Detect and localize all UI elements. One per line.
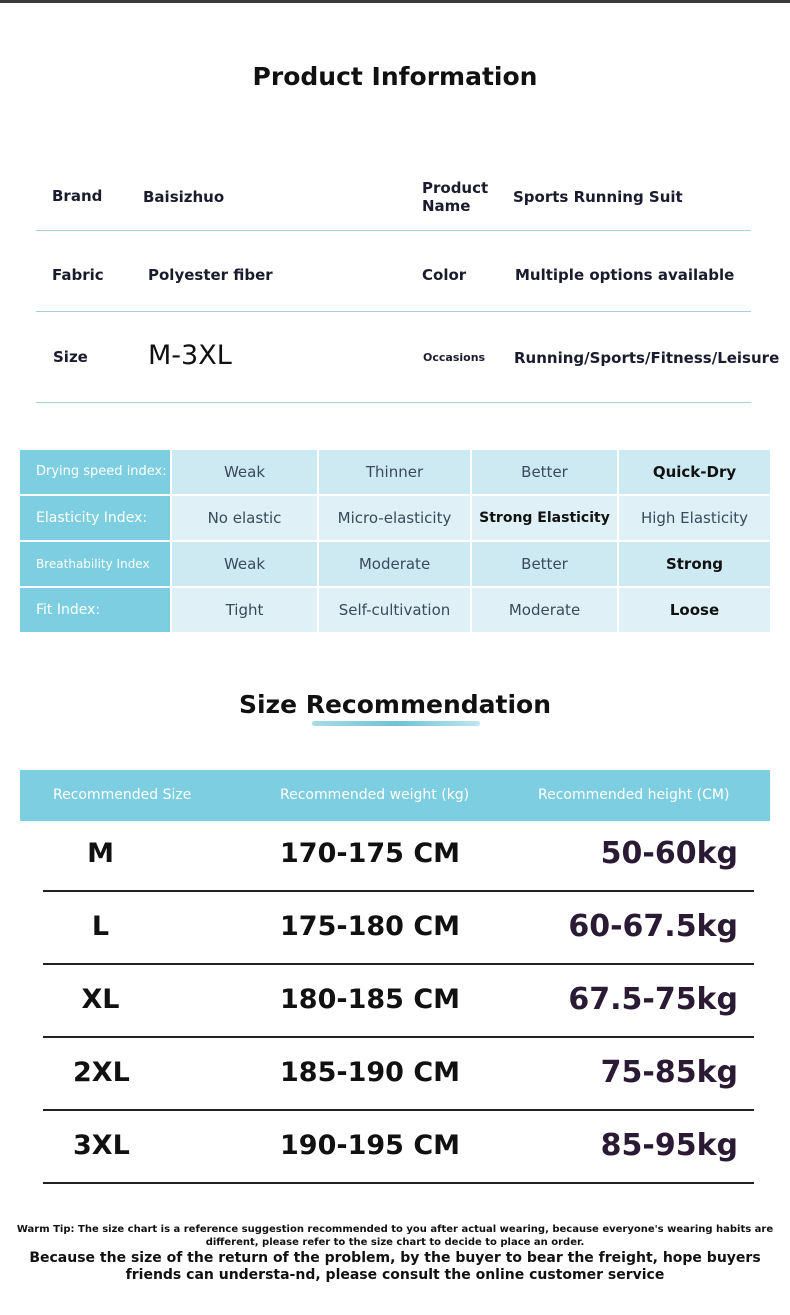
size-row bbox=[43, 817, 754, 892]
header-recommended-size: Recommended Size bbox=[53, 787, 192, 803]
occasions-label: Occasions bbox=[423, 351, 486, 364]
size-label: Size bbox=[53, 348, 88, 366]
size-cell: XL bbox=[81, 984, 120, 1015]
height-cell: 170-175 CM bbox=[280, 838, 461, 869]
index-row-elasticity bbox=[20, 496, 770, 540]
size-cell: L bbox=[91, 911, 110, 942]
index-cell: Moderate bbox=[319, 542, 470, 586]
index-cell: Better bbox=[472, 450, 617, 494]
index-cell: Self-cultivation bbox=[319, 588, 470, 632]
header-recommended-weight: Recommended weight (kg) bbox=[280, 787, 470, 803]
height-cell: 180-185 CM bbox=[280, 984, 461, 1015]
index-cell: Better bbox=[472, 542, 617, 586]
product-info-title: Product Information bbox=[252, 62, 538, 91]
weight-cell: 50-60kg bbox=[600, 836, 738, 871]
index-row-label: Drying speed index: bbox=[20, 450, 170, 494]
brand-value: Baisizhuo bbox=[143, 188, 225, 206]
size-row bbox=[43, 1036, 754, 1111]
height-cell: 185-190 CM bbox=[280, 1057, 461, 1088]
index-cell: Micro-elasticity bbox=[319, 496, 470, 540]
header-recommended-height: Recommended height (CM) bbox=[538, 787, 730, 803]
weight-cell: 85-95kg bbox=[600, 1128, 738, 1163]
size-recommendation-title: Size Recommendation bbox=[238, 690, 552, 719]
height-cell: 190-195 CM bbox=[280, 1130, 461, 1161]
size-table-header bbox=[20, 770, 770, 821]
index-row-drying bbox=[20, 450, 770, 494]
weight-cell: 60-67.5kg bbox=[568, 909, 738, 944]
index-cell: High Elasticity bbox=[619, 496, 770, 540]
product-name-label: Product Name bbox=[422, 179, 489, 215]
size-cell: 2XL bbox=[73, 1057, 130, 1088]
height-cell: 175-180 CM bbox=[280, 911, 461, 942]
top-rule bbox=[0, 0, 790, 3]
index-row-breathability bbox=[20, 542, 770, 586]
index-cell: Moderate bbox=[472, 588, 617, 632]
weight-cell: 67.5-75kg bbox=[568, 982, 738, 1017]
index-cell: No elastic bbox=[172, 496, 317, 540]
occasions-value: Running/Sports/Fitness/Leisure bbox=[514, 349, 780, 367]
index-cell: Weak bbox=[172, 450, 317, 494]
size-cell: 3XL bbox=[73, 1130, 130, 1161]
index-cell: Strong bbox=[619, 542, 770, 586]
size-value: M-3XL bbox=[148, 340, 232, 371]
fabric-value: Polyester fiber bbox=[148, 266, 273, 284]
color-label: Color bbox=[422, 266, 467, 284]
index-row-label: Elasticity Index: bbox=[20, 496, 170, 540]
index-cell: Tight bbox=[172, 588, 317, 632]
index-row-fit bbox=[20, 588, 770, 632]
index-row-label: Fit Index: bbox=[20, 588, 170, 632]
product-info-row-fabric bbox=[36, 231, 751, 312]
size-cell: M bbox=[87, 838, 114, 869]
size-row bbox=[43, 963, 754, 1038]
index-cell: Loose bbox=[619, 588, 770, 632]
size-row bbox=[43, 1109, 754, 1184]
size-row bbox=[43, 890, 754, 965]
title-underline bbox=[312, 721, 480, 726]
weight-cell: 75-85kg bbox=[600, 1055, 738, 1090]
fabric-label: Fabric bbox=[52, 266, 104, 284]
warm-tip: Warm Tip: The size chart is a reference suggestion recommended to you after actual wearing, because everyone's wearing habits are different, please refer to the size chart to decide to place an order. bbox=[16, 1224, 774, 1248]
color-value: Multiple options available bbox=[515, 266, 735, 284]
product-name-value: Sports Running Suit bbox=[513, 188, 683, 206]
product-info-row-size bbox=[36, 312, 780, 403]
index-cell: Strong Elasticity bbox=[472, 496, 617, 540]
index-cell: Thinner bbox=[319, 450, 470, 494]
brand-label: Brand bbox=[52, 187, 103, 205]
product-info-row-brand bbox=[36, 160, 751, 231]
index-cell: Weak bbox=[172, 542, 317, 586]
return-note: Because the size of the return of the problem, by the buyer to bear the freight, hope buyers friends can understa-nd, please consult the online customer service bbox=[29, 1250, 761, 1283]
index-cell: Quick-Dry bbox=[619, 450, 770, 494]
index-row-label: Breathability Index bbox=[20, 542, 170, 586]
